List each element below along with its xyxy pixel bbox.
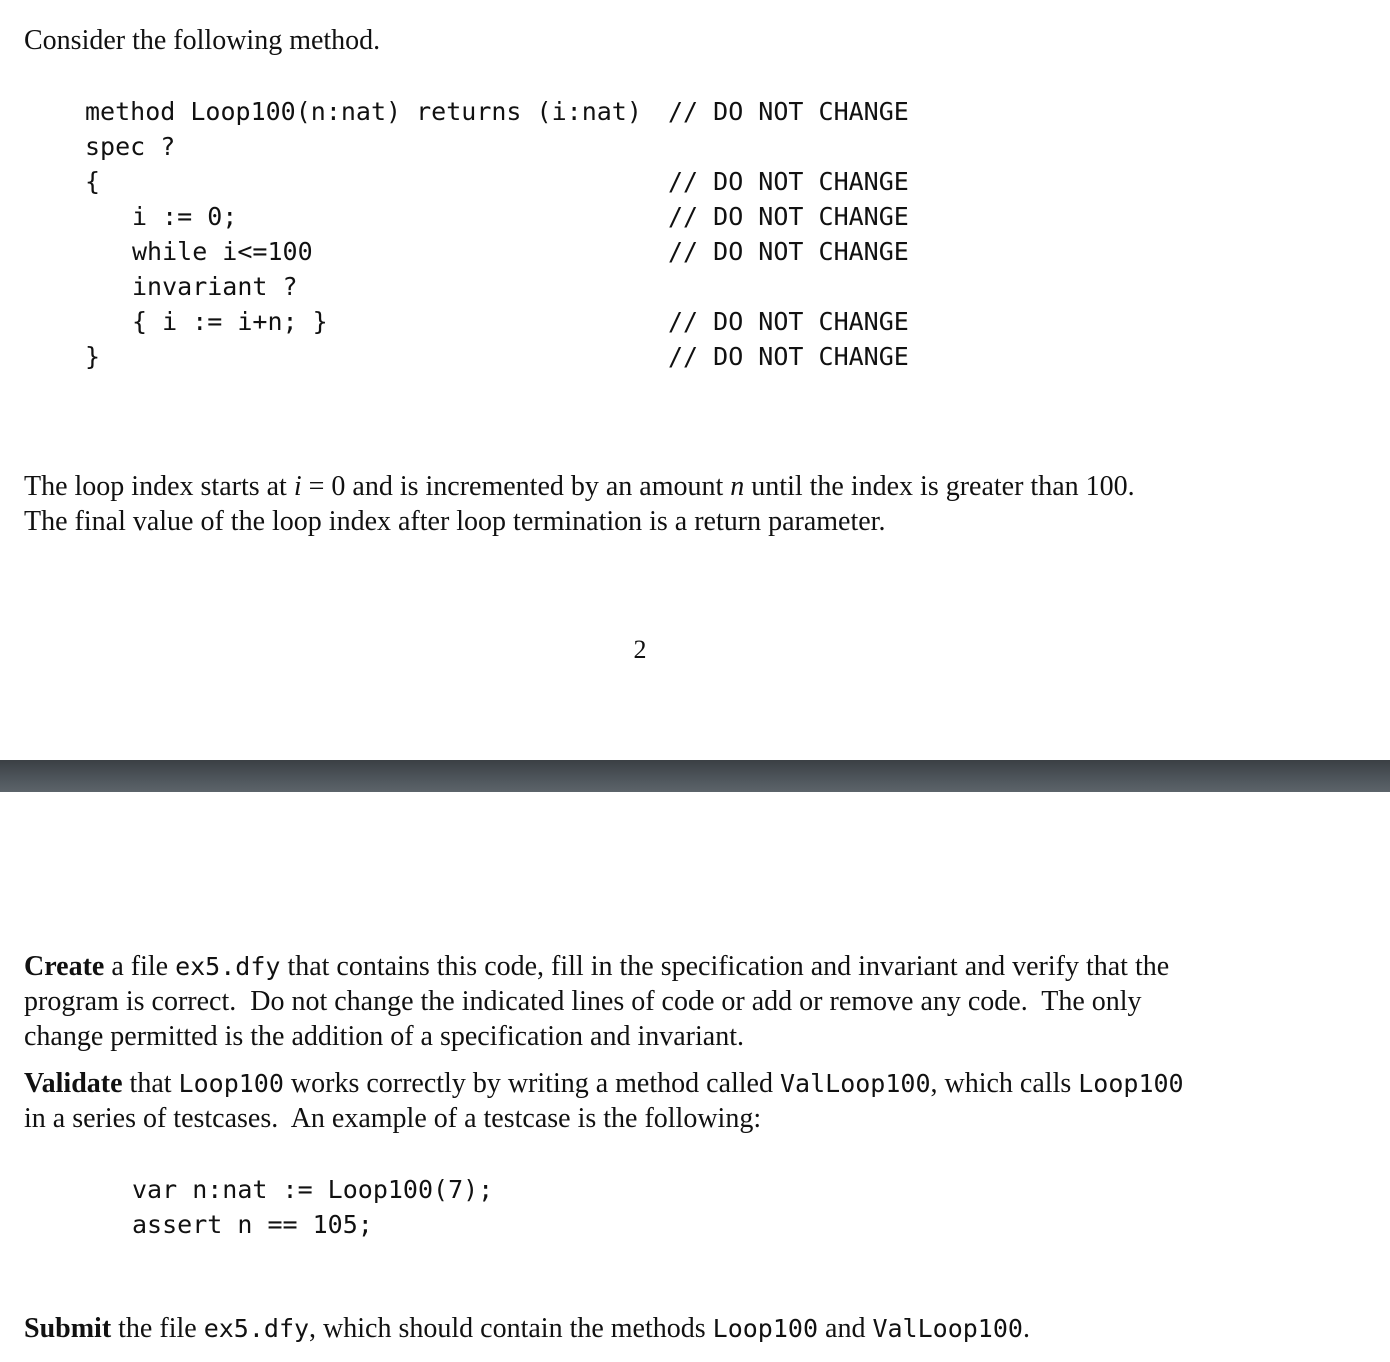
code-line-loop-body: { i := i+n; } (132, 307, 328, 336)
code-line-close-brace: } (85, 342, 101, 371)
description-line-1 (24, 469, 1135, 504)
text: , which calls (930, 1068, 1079, 1099)
page-number: 2 (633, 635, 647, 664)
code-comment: // DO NOT CHANGE (668, 237, 909, 266)
code-line-while: while i<=100 (132, 237, 313, 266)
code-line-open-brace: { (85, 167, 101, 196)
method-name-code: Loop100 (712, 1314, 819, 1343)
code-comment: // DO NOT CHANGE (668, 167, 909, 196)
create-paragraph-line-3: change permitted is the addition of a specification and invariant. (24, 1021, 744, 1052)
validate-paragraph-line-2: in a series of testcases. An example of a testcase is the following: (24, 1103, 762, 1134)
text: the file (111, 1313, 204, 1344)
math-var-n: n (730, 471, 745, 502)
code-line-invariant: invariant ? (132, 272, 298, 301)
text: and is incremented by an amount (345, 471, 731, 502)
code-line-assert: assert n == 105; (132, 1210, 373, 1239)
text: that contains this code, fill in the specification and invariant and verify that the (280, 951, 1170, 982)
text: , which should contain the methods (309, 1313, 713, 1344)
page-divider (0, 760, 1390, 792)
validate-keyword: Validate (24, 1068, 123, 1099)
method-name-code: Loop100 (1078, 1069, 1184, 1098)
code-line-init: i := 0; (132, 202, 238, 231)
create-paragraph-line-1 (24, 949, 1169, 984)
method-name-code: ValLoop100 (779, 1069, 931, 1098)
validate-paragraph-line-1 (24, 1066, 1184, 1101)
text: = 0 (301, 471, 346, 502)
intro-text: Consider the following method. (24, 25, 381, 56)
code-line-signature: method Loop100(n:nat) returns (i:nat) (85, 97, 642, 126)
create-keyword: Create (24, 951, 105, 982)
text: that (122, 1068, 179, 1099)
submit-keyword: Submit (24, 1313, 112, 1344)
code-comment: // DO NOT CHANGE (668, 342, 909, 371)
code-line-spec: spec ? (85, 132, 176, 161)
text: a file (104, 951, 176, 982)
code-comment: // DO NOT CHANGE (668, 97, 909, 126)
method-name-code: ValLoop100 (872, 1314, 1023, 1343)
code-comment: // DO NOT CHANGE (668, 202, 909, 231)
text: and (818, 1313, 873, 1344)
text: . (1022, 1313, 1030, 1344)
description-line-2: The final value of the loop index after loop termination is a return parameter. (24, 506, 886, 537)
text: The loop index starts at (24, 471, 294, 502)
text: until the index is greater than 100. (744, 471, 1135, 502)
filename-code: ex5.dfy (175, 952, 281, 981)
text: works correctly by writing a method called (283, 1068, 780, 1099)
submit-paragraph (24, 1311, 1030, 1346)
filename-code: ex5.dfy (203, 1314, 310, 1343)
create-paragraph-line-2: program is correct. Do not change the indicated lines of code or add or remove any code. The only (24, 986, 1142, 1017)
math-var-i: i (293, 471, 302, 502)
method-name-code: Loop100 (178, 1069, 284, 1098)
code-line-var: var n:nat := Loop100(7); (132, 1175, 494, 1204)
code-comment: // DO NOT CHANGE (668, 307, 909, 336)
